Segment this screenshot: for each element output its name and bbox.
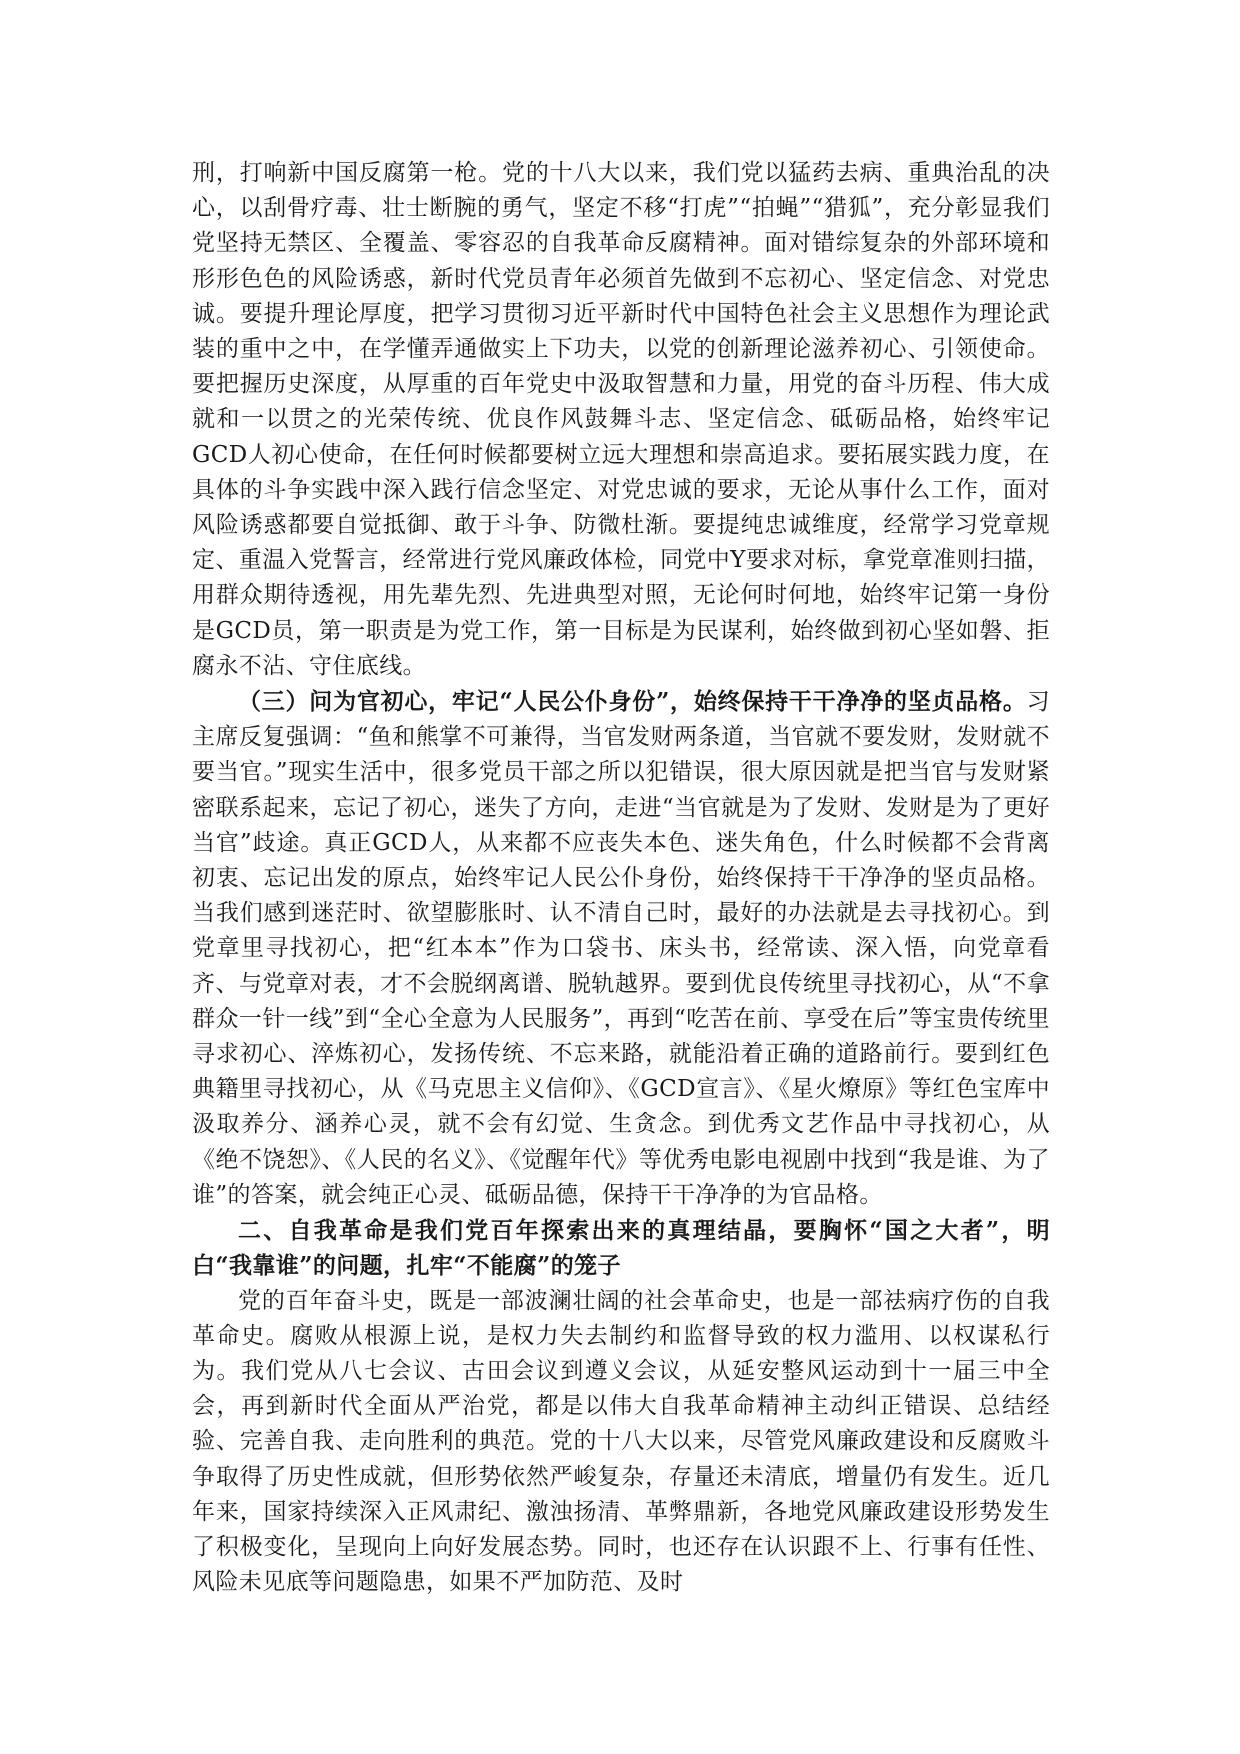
section-2-body: 党的百年奋斗史，既是一部波澜壮阔的社会革命史，也是一部祛病疗伤的自我革命史。腐败从根源上说，是权力失去制约和监督导致的权力滥用、以权谋私行为。我们党从八七会议、古田会议到遵义会议，从延安整风运动到十一届三中全会，再到新时代全面从严治党，都是以伟大自我革命精神主动纠正错误、总结经验、完善自我、走向胜利的典范。党的十八大以来，尽管党风廉政建设和反腐败斗争取得了历史性成就，但形势依然严峻复杂，存量还未清底，增量仍有发生。近几年来，国家持续深入正风肃纪、激浊扬清、革弊鼎新，各地党风廉政建设形势发生了积极变化，呈现向上向好发展态势。同时，也还存在认识跟不上、行事有任性、风险未见底等问题隐患，如果不严加防范、及时	[192, 1287, 1050, 1596]
subsection-3-heading: （三）问为官初心，牢记“人民公仆身份”，始终保持干干净净的坚贞品格。	[238, 688, 1027, 716]
document-page	[192, 156, 1050, 1600]
section-2-heading: 二、自我革命是我们党百年探索出来的真理结晶，要胸怀“国之大者”，明白“我靠谁”的问题，扎牢“不能腐”的笼子	[192, 1217, 1050, 1280]
subsection-3-body: 习主席反复强调：“鱼和熊掌不可兼得，当官发财两条道，当官就不要发财，发财就不要当官。”现实生活中，很多党员干部之所以犯错误，很大原因就是把当官与发财紧密联系起来，忘记了初心，迷失了方向，走进“当官就是为了发财、发财是为了更好当官”歧途。真正GCD人，从来都不应丧失本色、迷失角色，什么时候都不会背离初衷、忘记出发的原点，始终牢记人民公仆身份，始终保持干干净净的坚贞品格。当我们感到迷茫时、欲望膨胀时、认不清自己时，最好的办法就是去寻找初心。到党章里寻找初心，把“红本本”作为口袋书、床头书，经常读、深入悟，向党章看齐、与党章对表，才不会脱纲离谱、脱轨越界。要到优良传统里寻找初心，从“不拿群众一针一线”到“全心全意为人民服务”，再到“吃苦在前、享受在后”等宝贵传统里寻求初心、淬炼初心，发扬传统、不忘来路，就能沿着正确的道路前行。要到红色典籍里寻找初心，从《马克思主义信仰》、《GCD宣言》、《星火燎原》等红色宝库中汲取养分、涵养心灵，就不会有幻觉、生贪念。到优秀文艺作品中寻找初心，从《绝不饶恕》、《人民的名义》、《觉醒年代》等优秀电影电视剧中找到“我是谁、为了谁”的答案，就会纯正心灵、砥砺品德，保持干干净净的为官品格。	[192, 689, 1050, 1208]
body-paragraph-1: 刑，打响新中国反腐第一枪。党的十八大以来，我们党以猛药去病、重典治乱的决心，以刮骨疗毒、壮士断腕的勇气，坚定不移“打虎”“拍蝇”“猎狐”，充分彰显我们党坚持无禁区、全覆盖、零容忍的自我革命反腐精神。面对错综复杂的外部环境和形形色色的风险诱惑，新时代党员青年必须首先做到不忘初心、坚定信念、对党忠诚。要提升理论厚度，把学习贯彻习近平新时代中国特色社会主义思想作为理论武装的重中之中，在学懂弄通做实上下功夫，以党的创新理论滋养初心、引领使命。要把握历史深度，从厚重的百年党史中汲取智慧和力量，用党的奋斗历程、伟大成就和一以贯之的光荣传统、优良作风鼓舞斗志、坚定信念、砥砺品格，始终牢记GCD人初心使命，在任何时候都要树立远大理想和崇高追求。要拓展实践力度，在具体的斗争实践中深入践行信念坚定、对党忠诚的要求，无论从事什么工作，面对风险诱惑都要自觉抵御、敢于斗争、防微杜渐。要提纯忠诚维度，经常学习党章规定、重温入党誓言，经常进行党风廉政体检，同党中Y要求对标，拿党章准则扫描，用群众期待透视，用先辈先烈、先进典型对照，无论何时何地，始终牢记第一身份是GCD员，第一职责是为党工作，第一目标是为民谋利，始终做到初心坚如磐、拒腐永不沾、守住底线。	[192, 160, 1050, 679]
subsection-3-paragraph	[192, 684, 1050, 1213]
